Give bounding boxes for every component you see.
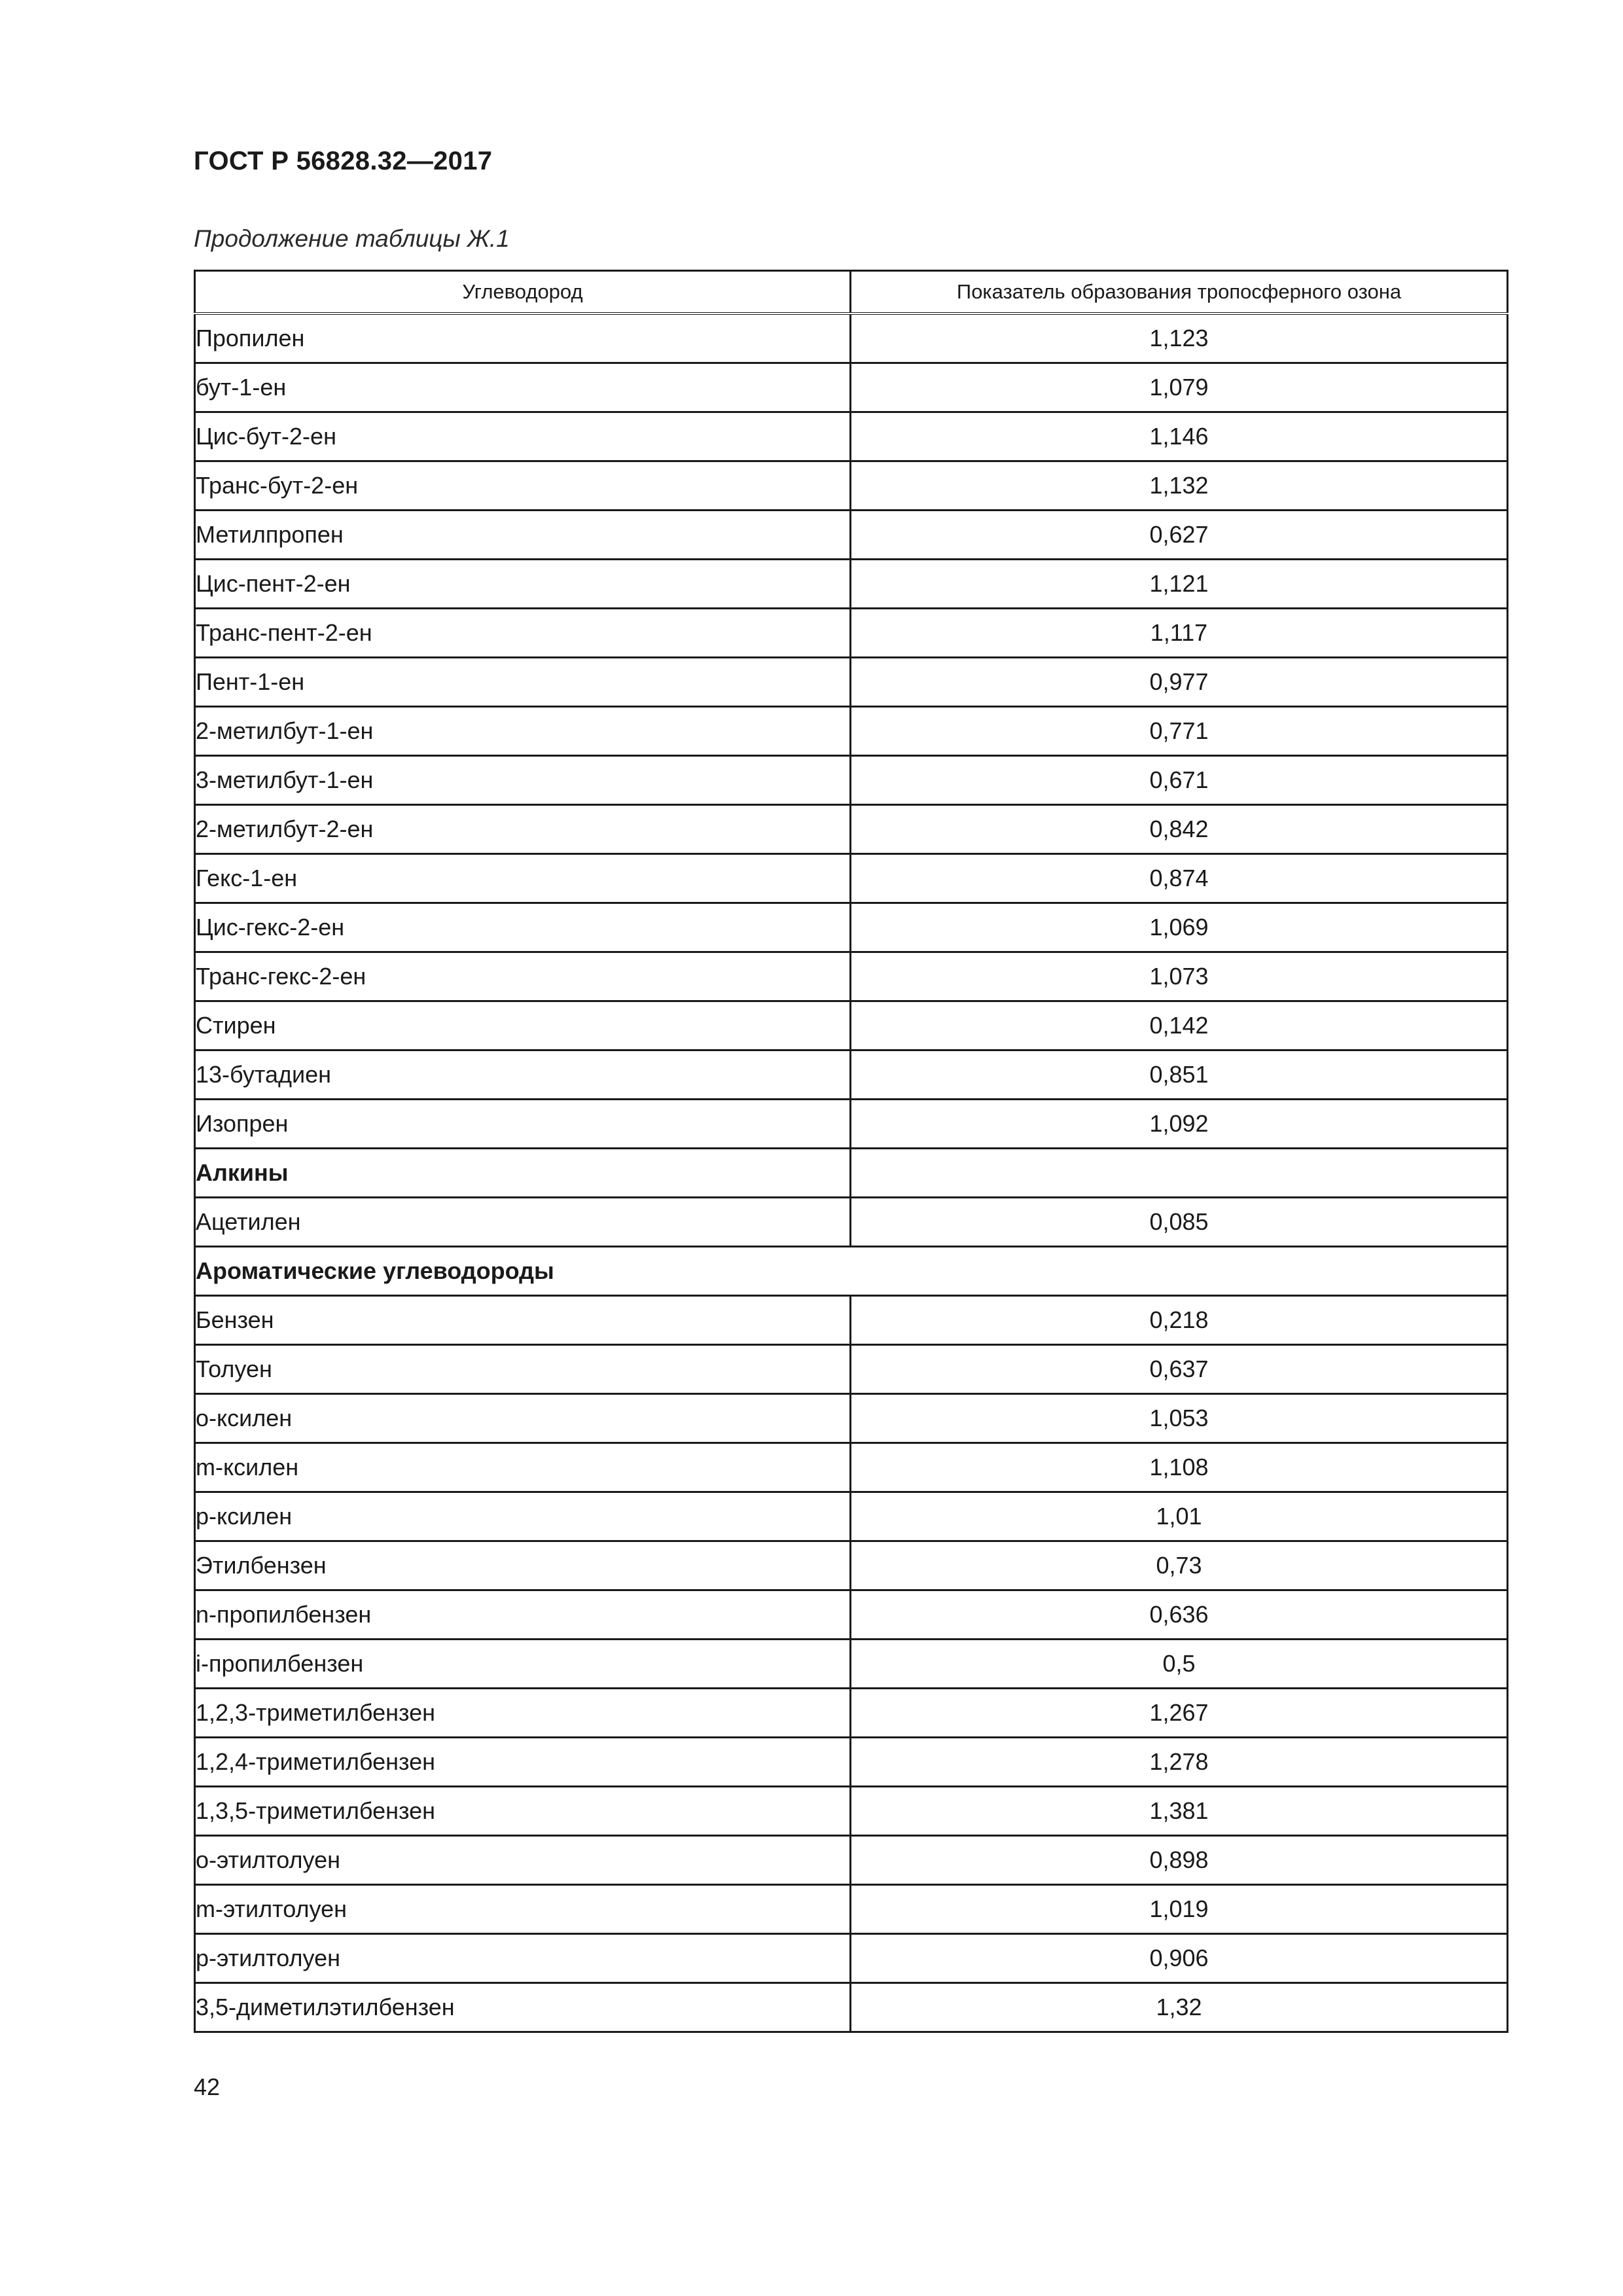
hydrocarbon-name: р-ксилен (195, 1492, 851, 1541)
table-row (195, 314, 1508, 363)
table-row (195, 903, 1508, 952)
ozone-index-value: 1,267 (851, 1689, 1508, 1738)
ozone-index-value: 0,218 (851, 1296, 1508, 1345)
hydrocarbon-name: Метилпропен (195, 511, 851, 560)
table-row (195, 609, 1508, 658)
hydrocarbon-name: бут-1-ен (195, 363, 851, 412)
ozone-index-value: 0,906 (851, 1934, 1508, 1983)
ozone-index-value: 1,053 (851, 1394, 1508, 1443)
table-row (195, 560, 1508, 609)
table-row (195, 1983, 1508, 2032)
section-row (195, 1149, 1508, 1198)
ozone-index-value: 0,842 (851, 805, 1508, 854)
table-row (195, 511, 1508, 560)
ozone-index-value: 1,32 (851, 1983, 1508, 2032)
column-header-hydrocarbon: Углеводород (195, 271, 851, 314)
column-header-ozone-index: Показатель образования тропосферного озона (851, 271, 1508, 314)
table-row (195, 1787, 1508, 1836)
hydrocarbon-name: Цис-бут-2-ен (195, 412, 851, 461)
ozone-index-value: 0,627 (851, 511, 1508, 560)
ozone-index-value: 1,069 (851, 903, 1508, 952)
table-row (195, 461, 1508, 511)
table-row (195, 412, 1508, 461)
table-row (195, 1443, 1508, 1492)
hydrocarbon-name: Транс-пент-2-ен (195, 609, 851, 658)
table-row (195, 1689, 1508, 1738)
ozone-index-value: 0,73 (851, 1541, 1508, 1590)
ozone-index-value: 1,278 (851, 1738, 1508, 1787)
ozone-index-value: 1,381 (851, 1787, 1508, 1836)
hydrocarbon-name: Пент-1-ен (195, 658, 851, 707)
ozone-index-value: 0,637 (851, 1345, 1508, 1394)
table-row (195, 363, 1508, 412)
ozone-index-value: 0,771 (851, 707, 1508, 756)
table-row (195, 1100, 1508, 1149)
table-row (195, 1640, 1508, 1689)
section-title: Алкины (195, 1149, 851, 1198)
table-row (195, 1885, 1508, 1934)
empty-value-cell (851, 1149, 1508, 1198)
ozone-index-value: 0,142 (851, 1001, 1508, 1050)
table-row (195, 854, 1508, 903)
ozone-index-value: 0,977 (851, 658, 1508, 707)
hydrocarbon-name: 1,3,5-триметилбензен (195, 1787, 851, 1836)
table-row (195, 1001, 1508, 1050)
table-row (195, 707, 1508, 756)
ozone-index-value: 0,898 (851, 1836, 1508, 1885)
table-row (195, 1050, 1508, 1100)
hydrocarbon-name: 2-метилбут-1-ен (195, 707, 851, 756)
ozone-index-value: 0,851 (851, 1050, 1508, 1100)
ozone-index-value: 1,132 (851, 461, 1508, 511)
ozone-index-value: 1,01 (851, 1492, 1508, 1541)
ozone-index-value: 0,5 (851, 1640, 1508, 1689)
hydrocarbon-name: 1,2,4-триметилбензен (195, 1738, 851, 1787)
table-row (195, 1738, 1508, 1787)
table-row (195, 756, 1508, 805)
table-row (195, 658, 1508, 707)
ozone-index-value: 1,108 (851, 1443, 1508, 1492)
hydrocarbon-name: m-ксилен (195, 1443, 851, 1492)
page-number: 42 (194, 2073, 221, 2100)
hydrocarbon-name: о-этилтолуен (195, 1836, 851, 1885)
ozone-index-value: 0,874 (851, 854, 1508, 903)
hydrocarbon-name: Толуен (195, 1345, 851, 1394)
section-title: Ароматические углеводороды (195, 1247, 1508, 1296)
hydrocarbon-name: 13-бутадиен (195, 1050, 851, 1100)
hydrocarbon-name: Цис-пент-2-ен (195, 560, 851, 609)
hydrocarbon-name: 2-метилбут-2-ен (195, 805, 851, 854)
ozone-index-value: 1,019 (851, 1885, 1508, 1934)
table-header-row (195, 271, 1508, 314)
hydrocarbon-name: Транс-бут-2-ен (195, 461, 851, 511)
hydrocarbon-name: Цис-гекс-2-ен (195, 903, 851, 952)
hydrocarbon-name: Стирен (195, 1001, 851, 1050)
ozone-index-value: 1,117 (851, 609, 1508, 658)
table-row (195, 1345, 1508, 1394)
hydrocarbon-name: 3,5-диметилэтилбензен (195, 1983, 851, 2032)
ozone-index-value: 1,079 (851, 363, 1508, 412)
table-row (195, 1590, 1508, 1640)
hydrocarbon-name: Бензен (195, 1296, 851, 1345)
ozone-index-value: 0,085 (851, 1198, 1508, 1247)
table-row (195, 1198, 1508, 1247)
hydrocarbon-name: Ацетилен (195, 1198, 851, 1247)
table-body (195, 314, 1508, 2032)
ozone-index-value: 0,636 (851, 1590, 1508, 1640)
data-table (194, 270, 1508, 2033)
hydrocarbon-name: 1,2,3-триметилбензен (195, 1689, 851, 1738)
ozone-index-value: 1,123 (851, 314, 1508, 363)
hydrocarbon-name: Этилбензен (195, 1541, 851, 1590)
hydrocarbon-name: i-пропилбензен (195, 1640, 851, 1689)
hydrocarbon-name: Транс-гекс-2-ен (195, 952, 851, 1001)
table-row (195, 805, 1508, 854)
hydrocarbon-name: р-этилтолуен (195, 1934, 851, 1983)
hydrocarbon-name: Пропилен (195, 314, 851, 363)
hydrocarbon-name: Изопрен (195, 1100, 851, 1149)
hydrocarbon-name: о-ксилен (195, 1394, 851, 1443)
table-caption: Продолжение таблицы Ж.1 (194, 225, 510, 252)
hydrocarbon-name: n-пропилбензен (195, 1590, 851, 1640)
table-row (195, 1296, 1508, 1345)
ozone-index-value: 0,671 (851, 756, 1508, 805)
table-row (195, 1934, 1508, 1983)
document-header: ГОСТ Р 56828.32—2017 (194, 147, 493, 175)
table-row (195, 952, 1508, 1001)
table-row (195, 1492, 1508, 1541)
section-row (195, 1247, 1508, 1296)
table-row (195, 1541, 1508, 1590)
ozone-index-value: 1,146 (851, 412, 1508, 461)
hydrocarbon-name: Гекс-1-ен (195, 854, 851, 903)
table-row (195, 1836, 1508, 1885)
ozone-index-value: 1,121 (851, 560, 1508, 609)
hydrocarbon-name: 3-метилбут-1-ен (195, 756, 851, 805)
table-row (195, 1394, 1508, 1443)
ozone-index-value: 1,073 (851, 952, 1508, 1001)
hydrocarbon-name: m-этилтолуен (195, 1885, 851, 1934)
ozone-index-value: 1,092 (851, 1100, 1508, 1149)
